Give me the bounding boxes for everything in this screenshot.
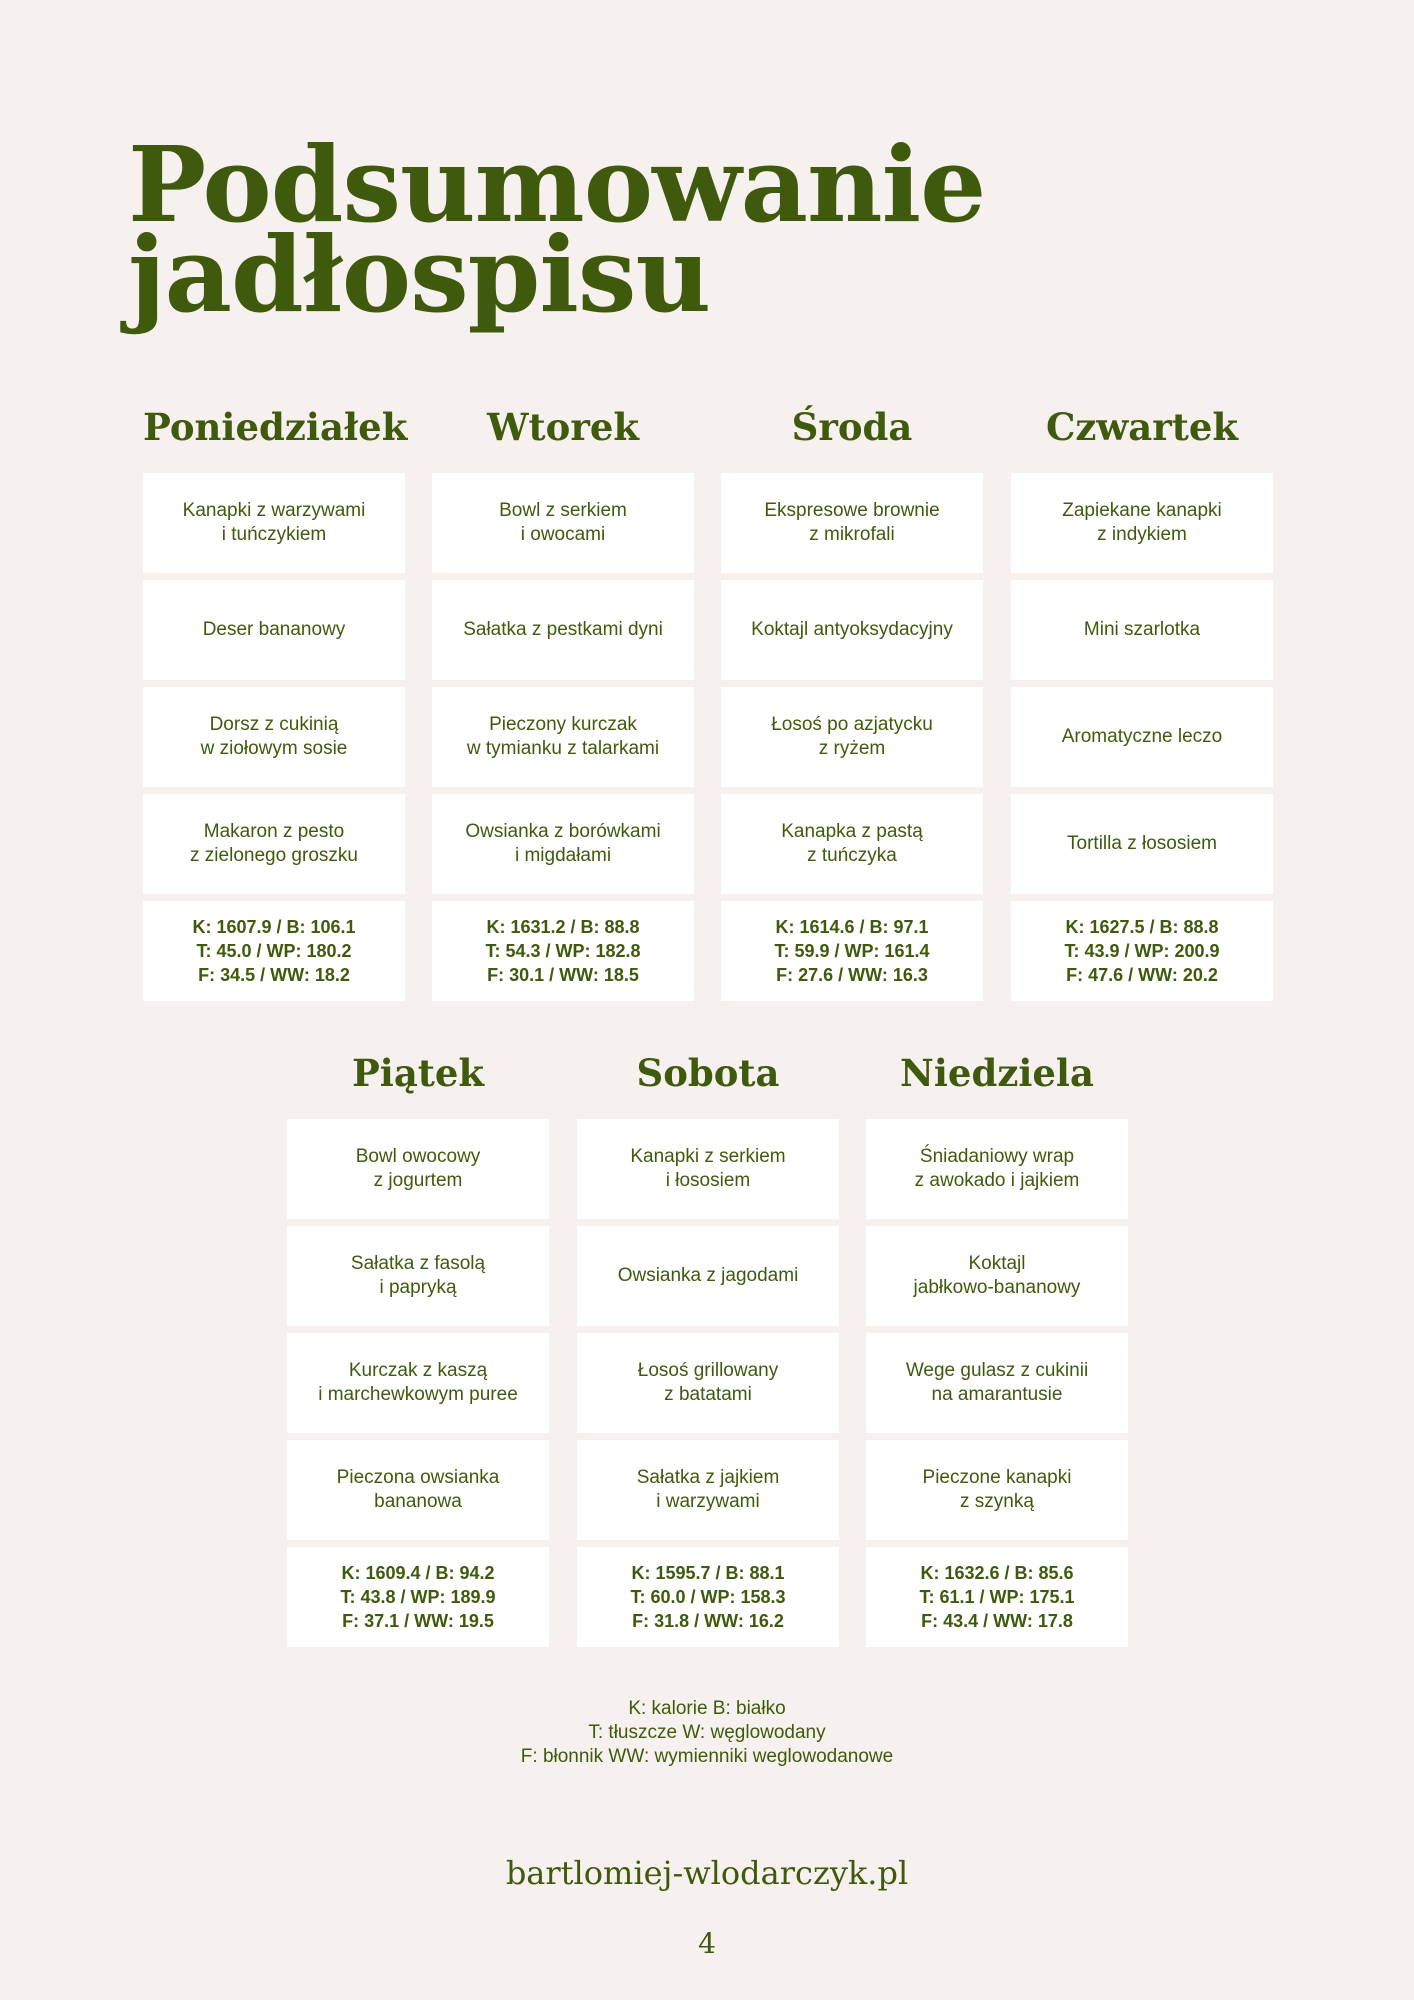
meal-card (577, 1119, 839, 1219)
meal-name: Zapiekane kanapki z indykiem (1062, 500, 1222, 545)
nutrition-stats-card (866, 1547, 1128, 1647)
meal-card (432, 794, 694, 894)
stat-line: K: 1632.6 / B: 85.6 (920, 1563, 1074, 1583)
nutrition-stats-card (432, 901, 694, 1001)
stat-line: F: 37.1 / WW: 19.5 (342, 1611, 494, 1631)
meal-name: Owsianka z borówkami i migdałami (465, 821, 661, 866)
page-title (128, 123, 986, 336)
legend-line: K: kalorie B: białko (628, 1698, 786, 1719)
meal-name: Makaron z pesto z zielonego groszku (190, 821, 358, 866)
meal-card (143, 473, 405, 573)
meal-card (721, 687, 983, 787)
stat-line: T: 43.9 / WP: 200.9 (1064, 941, 1220, 961)
day-name: Wtorek (487, 405, 639, 449)
meal-card (432, 473, 694, 573)
meal-name: Kanapki z serkiem i łososiem (630, 1146, 786, 1191)
meal-card (287, 1440, 549, 1540)
day-name: Poniedziałek (143, 405, 408, 449)
nutrition-stats-card (287, 1547, 549, 1647)
meal-name: Bowl z serkiem i owocami (499, 500, 627, 545)
stat-line: T: 60.0 / WP: 158.3 (630, 1587, 786, 1607)
meal-name: Łosoś grillowany z batatami (637, 1360, 779, 1405)
stat-line: T: 61.1 / WP: 175.1 (919, 1587, 1075, 1607)
meal-name: Pieczone kanapki z szynką (922, 1467, 1072, 1512)
meal-card (721, 580, 983, 680)
meal-card (721, 473, 983, 573)
stat-line: T: 59.9 / WP: 161.4 (774, 941, 930, 961)
day-column-wtorek (432, 387, 694, 1001)
meal-name: Koktajl jabłkowo-bananowy (913, 1253, 1081, 1298)
stat-line: T: 43.8 / WP: 189.9 (340, 1587, 496, 1607)
stat-line: F: 34.5 / WW: 18.2 (198, 965, 350, 985)
meal-name: Wege gulasz z cukinii na amarantusie (905, 1360, 1089, 1405)
website-link[interactable]: bartlomiej-wlodarczyk.pl (505, 1854, 909, 1892)
meal-name: Aromatyczne leczo (1061, 726, 1223, 747)
stat-line: F: 47.6 / WW: 20.2 (1066, 965, 1218, 985)
meal-card (577, 1440, 839, 1540)
stat-line: F: 27.6 / WW: 16.3 (776, 965, 928, 985)
day-name: Sobota (636, 1051, 780, 1095)
meal-card (1011, 473, 1273, 573)
meal-name: Pieczona owsianka bananowa (336, 1467, 500, 1512)
meal-card (432, 687, 694, 787)
day-name: Piątek (351, 1051, 485, 1095)
meal-card (432, 580, 694, 680)
meal-name: Bowl owocowy z jogurtem (355, 1146, 481, 1191)
legend-line: T: tłuszcze W: węglowodany (588, 1722, 826, 1743)
page-title-line-1: Podsumowanie (128, 123, 986, 246)
meal-card (577, 1333, 839, 1433)
page-title-line-2: jadłospisu (128, 213, 711, 336)
meal-name: Ekspresowe brownie z mikrofali (764, 500, 940, 545)
meal-name: Łosoś po azjatycku z ryżem (771, 714, 933, 759)
day-name: Niedziela (900, 1051, 1094, 1095)
meal-name: Koktajl antyoksydacyjny (751, 619, 953, 640)
day-column-sroda (721, 387, 983, 1001)
meal-card (866, 1333, 1128, 1433)
day-name: Środa (791, 405, 913, 449)
meal-name: Śniadaniowy wrap z awokado i jajkiem (914, 1146, 1080, 1191)
stat-line: T: 45.0 / WP: 180.2 (196, 941, 352, 961)
stat-line: F: 30.1 / WW: 18.5 (487, 965, 639, 985)
nutrition-stats-card (143, 901, 405, 1001)
meal-name: Owsianka z jagodami (617, 1265, 799, 1286)
meal-card (143, 794, 405, 894)
stat-line: K: 1627.5 / B: 88.8 (1065, 917, 1219, 937)
stat-line: F: 43.4 / WW: 17.8 (921, 1611, 1073, 1631)
day-column-sobota (577, 1033, 839, 1647)
meal-card (721, 794, 983, 894)
meal-card (866, 1440, 1128, 1540)
legend-line: F: błonnik WW: wymienniki weglowodanowe (520, 1746, 894, 1767)
stat-line: K: 1595.7 / B: 88.1 (631, 1563, 785, 1583)
meal-card (287, 1333, 549, 1433)
nutrition-stats-card (577, 1547, 839, 1647)
meal-card (143, 687, 405, 787)
meal-name: Pieczony kurczak w tymianku z talarkami (466, 714, 660, 759)
day-column-piatek (287, 1033, 549, 1647)
stat-line: T: 54.3 / WP: 182.8 (485, 941, 641, 961)
meal-card (866, 1119, 1128, 1219)
stat-line: K: 1614.6 / B: 97.1 (775, 917, 929, 937)
meal-name: Tortilla z łososiem (1067, 833, 1217, 854)
meal-card (1011, 794, 1273, 894)
meal-card (1011, 580, 1273, 680)
meal-name: Sałatka z fasolą i papryką (350, 1253, 486, 1298)
page-number: 4 (698, 1927, 716, 1960)
meal-card (577, 1226, 839, 1326)
meal-name: Deser bananowy (202, 619, 346, 640)
abbreviation-legend (0, 1697, 1414, 1769)
day-name: Czwartek (1045, 405, 1239, 449)
day-column-czwartek (1011, 387, 1273, 1001)
meal-name: Mini szarlotka (1083, 619, 1201, 640)
stat-line: K: 1631.2 / B: 88.8 (486, 917, 640, 937)
meal-card (143, 580, 405, 680)
meal-card (287, 1119, 549, 1219)
meal-name: Dorsz z cukinią w ziołowym sosie (200, 714, 348, 759)
nutrition-stats-card (1011, 901, 1273, 1001)
meal-name: Kanapki z warzywami i tuńczykiem (182, 500, 366, 545)
meal-name: Kanapka z pastą z tuńczyka (781, 821, 923, 866)
meal-name: Sałatka z pestkami dyni (463, 619, 663, 640)
stat-line: K: 1609.4 / B: 94.2 (341, 1563, 495, 1583)
meal-name: Kurczak z kaszą i marchewkowym puree (318, 1360, 518, 1405)
meal-card (1011, 687, 1273, 787)
nutrition-stats-card (721, 901, 983, 1001)
stat-line: K: 1607.9 / B: 106.1 (192, 917, 356, 937)
stat-line: F: 31.8 / WW: 16.2 (632, 1611, 784, 1631)
day-column-niedziela (866, 1033, 1128, 1647)
day-column-poniedzialek (143, 387, 408, 1001)
meal-card (287, 1226, 549, 1326)
meal-name: Sałatka z jajkiem i warzywami (636, 1467, 780, 1512)
meal-card (866, 1226, 1128, 1326)
